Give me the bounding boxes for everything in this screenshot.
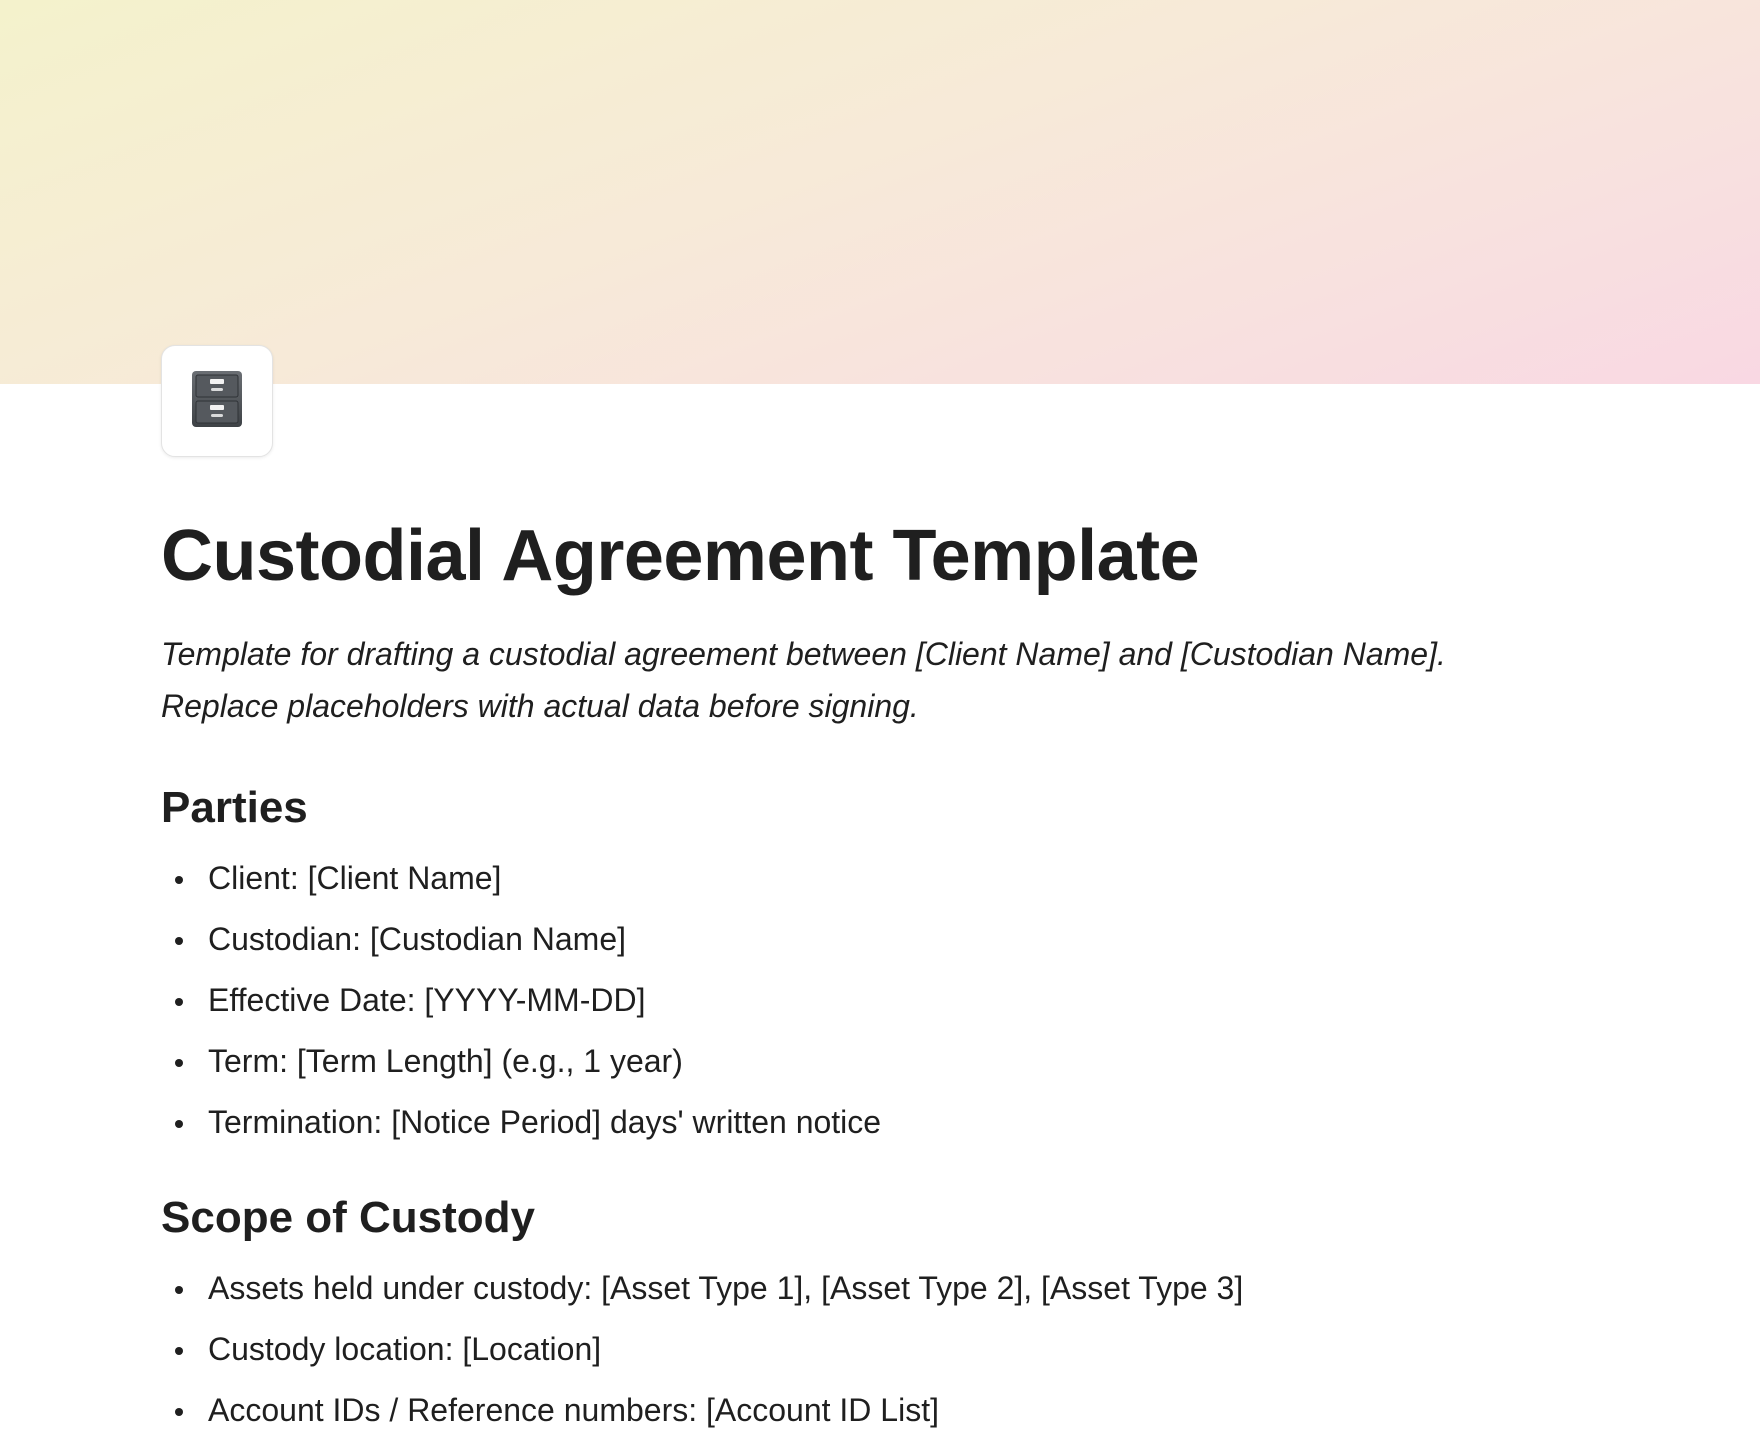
heading-scope-of-custody[interactable]: Scope of Custody (161, 1193, 536, 1242)
list-item[interactable] (161, 917, 1611, 961)
list-item-text: Assets held under custody: [Asset Type 1], [Asset Type 2], [Asset Type 3] (208, 1270, 1244, 1306)
description-line-2: Replace placeholders with actual data before signing. (161, 688, 919, 724)
scope-list (161, 1266, 1611, 1432)
list-item-text: Custody location: [Location] (208, 1331, 602, 1367)
bullet-icon (175, 1408, 183, 1416)
bullet-icon (175, 937, 183, 945)
list-item-text: Effective Date: [YYYY-MM-DD] (208, 982, 646, 1018)
list-item[interactable] (161, 1100, 1611, 1144)
page-description[interactable] (161, 628, 1611, 732)
list-item[interactable] (161, 1266, 1611, 1310)
page-icon-button[interactable] (161, 345, 273, 457)
document-body[interactable] (161, 510, 1611, 1440)
list-item-text: Termination: [Notice Period] days' written notice (208, 1104, 882, 1140)
list-item[interactable] (161, 1327, 1611, 1371)
list-item[interactable] (161, 978, 1611, 1022)
list-item-text: Term: [Term Length] (e.g., 1 year) (208, 1043, 683, 1079)
bullet-icon (175, 1059, 183, 1067)
file-cabinet-icon (191, 370, 243, 433)
heading-parties[interactable]: Parties (161, 783, 308, 832)
bullet-icon (175, 1347, 183, 1355)
list-item[interactable] (161, 1388, 1611, 1432)
list-item[interactable] (161, 1039, 1611, 1083)
list-item-text: Custodian: [Custodian Name] (208, 921, 626, 957)
cover-banner[interactable] (0, 0, 1760, 384)
page-title[interactable]: Custodial Agreement Template (161, 516, 1200, 596)
bullet-icon (175, 876, 183, 884)
list-item-text: Account IDs / Reference numbers: [Account ID List] (208, 1392, 939, 1428)
bullet-icon (175, 998, 183, 1006)
bullet-icon (175, 1120, 183, 1128)
description-line-1: Template for drafting a custodial agreement between [Client Name] and [Custodian Name]. (161, 636, 1446, 672)
list-item[interactable] (161, 856, 1611, 900)
parties-list (161, 856, 1611, 1144)
list-item-text: Client: [Client Name] (208, 860, 502, 896)
bullet-icon (175, 1286, 183, 1294)
